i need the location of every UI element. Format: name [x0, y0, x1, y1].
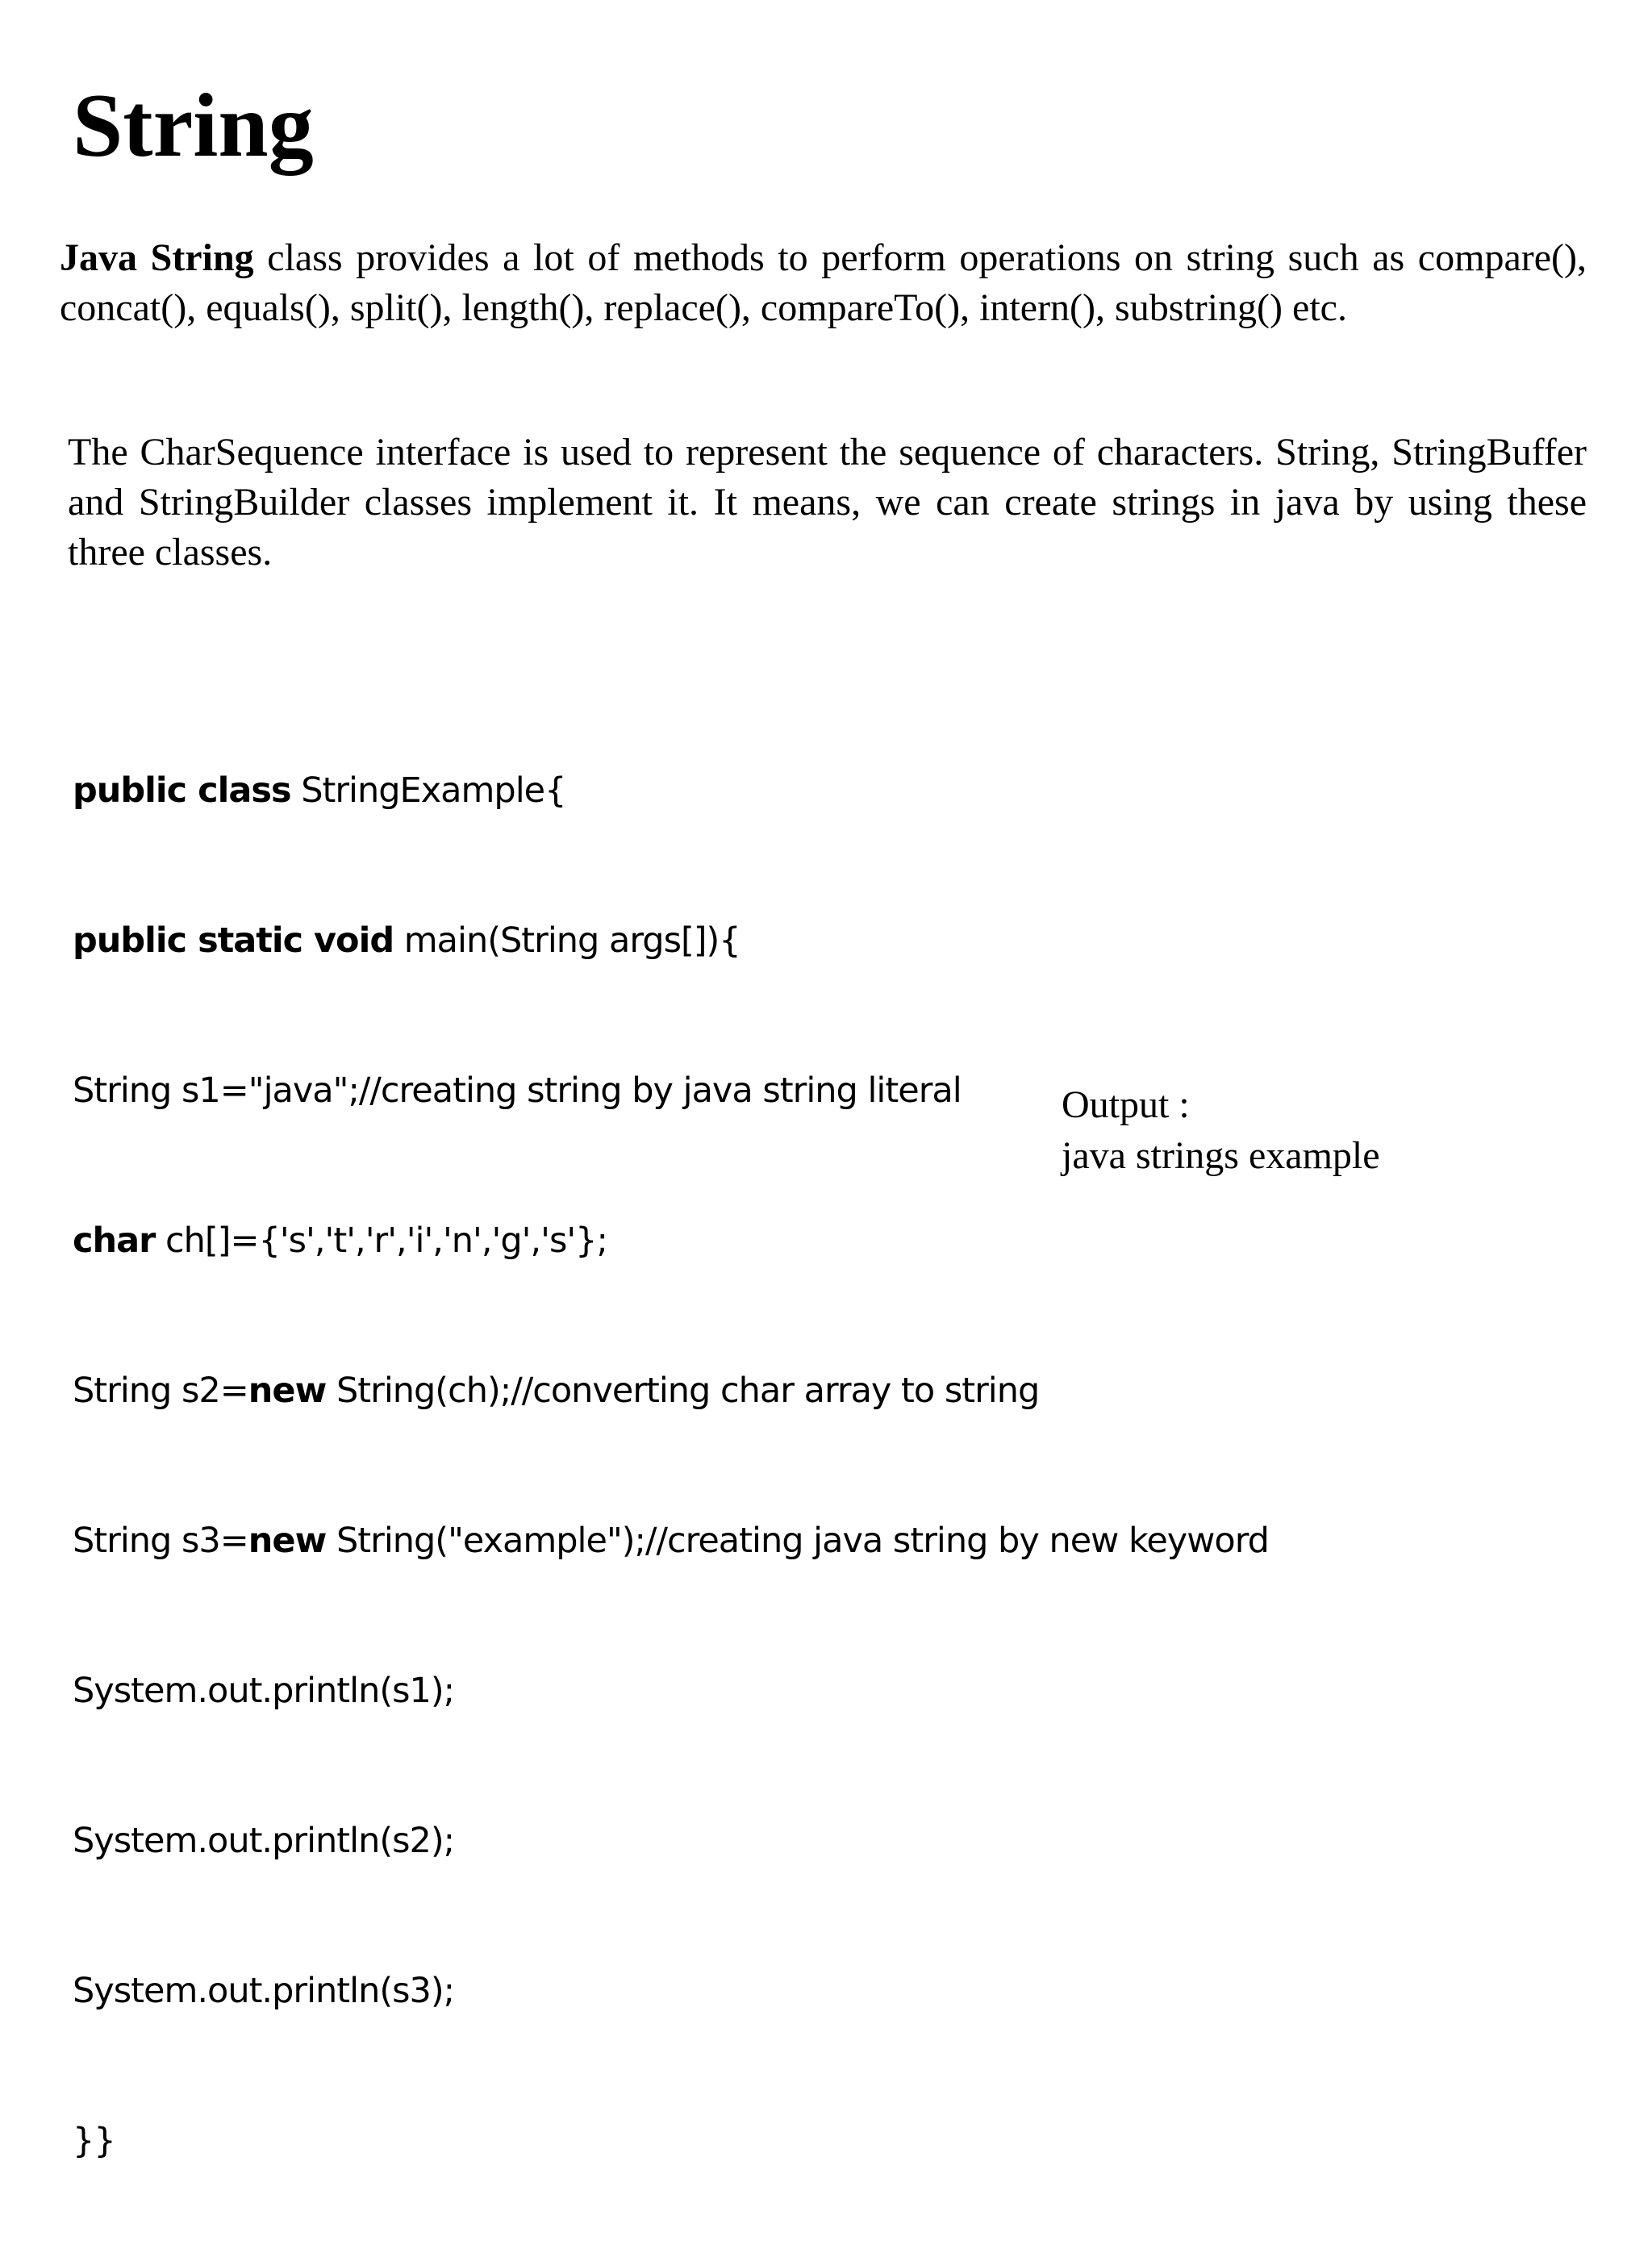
code-keyword: public static void: [73, 920, 394, 961]
code-keyword: new: [248, 1371, 327, 1411]
code-text: main(String args[]){: [394, 920, 740, 961]
code-keyword: public class: [73, 770, 291, 811]
code-text: System.out.println(s2);: [73, 1821, 455, 1861]
code-text: StringExample{: [290, 770, 566, 811]
slide-title: String: [73, 76, 314, 176]
code-line: [73, 2116, 1283, 2166]
paragraph-string-methods: [60, 233, 1587, 333]
code-text: }}: [73, 2121, 115, 2161]
code-text: String(ch);//converting char array to string: [326, 1371, 1040, 1411]
code-text: ch[]={'s','t','r','i','n','g','s'};: [155, 1221, 608, 1261]
code-block: [73, 666, 1283, 2266]
code-line: [73, 916, 1283, 966]
code-text: System.out.println(s1);: [73, 1671, 455, 1711]
code-line: [73, 1516, 1283, 1566]
code-line: [73, 1816, 1283, 1866]
output-value: java strings example: [1062, 1134, 1380, 1177]
code-line: [73, 766, 1283, 816]
output-label: Output :: [1062, 1083, 1190, 1126]
code-text: System.out.println(s3);: [73, 1971, 455, 2011]
code-text: String s1="java";//creating string by java string literal: [73, 1070, 962, 1111]
output-box: [1062, 1079, 1380, 1181]
code-keyword: new: [248, 1521, 327, 1561]
code-text: String s2=: [73, 1371, 248, 1411]
paragraph-string-methods-text: class provides a lot of methods to perform operations on string such as compare(), concat(), equals(), split(), length(), replace(), compareTo(), intern(), substring() etc.: [60, 236, 1587, 329]
code-text: String("example");//creating java string by new keyword: [326, 1521, 1269, 1561]
paragraph-charsequence: The CharSequence interface is used to represent the sequence of characters. String, StringBuffer and StringBuilder classes implement it. It means, we can create strings in java by using these three classes.: [68, 431, 1587, 574]
code-line: [73, 1366, 1283, 1416]
code-keyword: char: [73, 1221, 156, 1261]
code-text: String s3=: [73, 1521, 248, 1561]
code-line: [73, 1966, 1283, 2016]
code-line: [73, 1666, 1283, 1716]
code-line: [73, 1216, 1283, 1266]
paragraph-bold-lead: Java String: [60, 236, 254, 279]
